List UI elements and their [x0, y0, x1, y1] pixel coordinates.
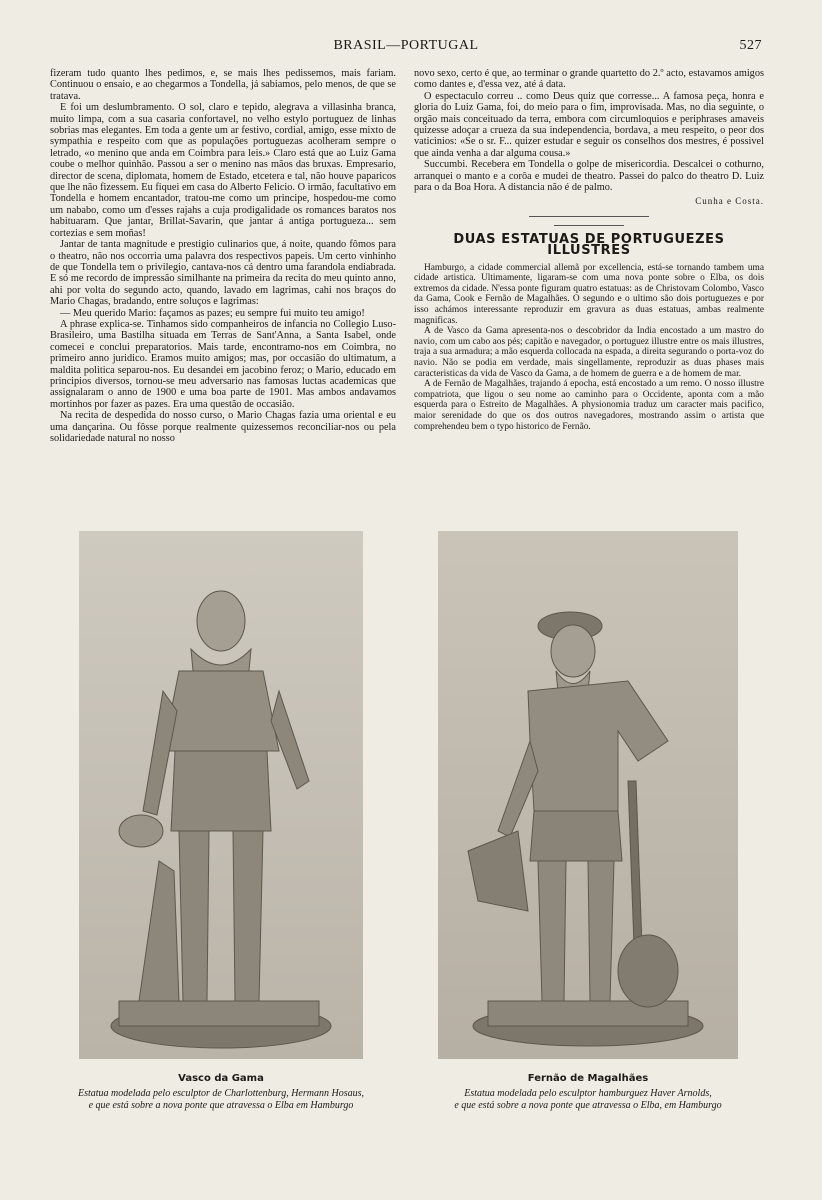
dialogue-line: — Meu querido Mario: façamos as pazes; eu sempre fui muito teu amigo! [60, 307, 365, 319]
figure-caption [418, 1088, 758, 1111]
figure-title: Vasco da Gama [178, 1073, 264, 1084]
paragraph: Na recita de despedida do nosso curso, o Mario Chagas fazia uma oriental e eu uma dançarina. Ou fôsse porque realmente quizessemos reconciliar-nos ou pela solidariedade natural no nosso [50, 410, 396, 444]
author-signature: Cunha e Costa. [695, 196, 764, 207]
paragraph: A phrase explica-se. Tinhamos sido companheiros de infancia no Collegio Luso-Brasileiro, uma Bastilha situada em Terras de Sant'Anna, a Santa Isabel, onde comecei e conclui preparatorios. Mais tarde, encontramo-nos em Coimbra, no primeiro anno juridico. Eramos muito amigos; mas, por occasião do ultimatum, a maldita politica separou-nos. Eu desandei em jacobino feroz; o Mario, educado em principios diversos, tornou-se meu adversario nas famosas luctas academicas que assignalaram o anno de 1900 e uma boa parte de 1901. Mas ambos andavamos mortinhos por fazer as pazes. Era uma questão de occasião. [50, 318, 396, 410]
paragraph: novo sexo, certo é que, ao terminar o grande quartetto do 2.º acto, estavamos amigos como dantes e, d'essa vez, até á data. [414, 68, 764, 91]
paragraph: E foi um deslumbramento. O sol, claro e tepido, alegrava a villasinha branca, muito limpa, com a sua casaria confortavel, no velho estylo portuguez de linhas sobrias mas elegantes. Em toda a gente um ar festivo, cordial, amigo, esse mixto de sympathia e respeito com que as populações portuguezas acolheram sempre o letrado, «o menino que anda em Coimbra para leis.» Claro está que ao Luiz Gama coube o melhor quinhão. Passou a ser o menino nas mãos das bruxas. Empresario, director de scena, diplomata, homem de Estado, etcetera e tal, não houve paparicos que lhe não fizessem. Eu fiquei em casa do Alberto Felicio. O irmão, facultativo em Tondella e homem encantador, tratou-me como um principe, hospedou-me como um nababo, como um d'esses rajahs a cuja prodigalidade os romances baratos nos habituaram. Que jantar, Brillat-Savarin, que jantar á antiga portugueza... sem cortezias e sem moñas! [50, 102, 396, 239]
left-text-column [50, 68, 396, 444]
right-text-column [414, 68, 764, 432]
paragraph: O espectaculo correu .. como Deus quiz que corresse... A famosa peça, honra e gloria do Luiz Gama, foi, do meio para o fim, improvisada. Mas, no dia seguinte, o orgão mais conceituado da terra, embora com circumloquios e periphrases amaveis quizesse adoçar a crueza da sua independencia, bordava, a meu respeito, o peor dos vaticinios: «Se o sr. F... quizer estudar e seguir os conselhos dos mestres, é possivel que ainda venha a dar alguma cousa.» [414, 90, 764, 159]
figure-title: Fernão de Magalhães [527, 1073, 649, 1084]
statue-illustration [438, 531, 738, 1059]
section-divider [529, 216, 649, 217]
paragraph: Hamburgo, a cidade commercial allemã por excellencia, está-se tornando tambem uma cidade artistica. Ultimamente, ligaram-se com uma nova ponte sobre o Elba, os dois extremos da cidade. N'essa ponte figuram quatro estatuas: as de Christovam Colombo, Vasco da Gama, Cook e Fernão de Magalhães. O segundo e o ultimo são dois portuguezes e por isso achámos interessante reproduzir em gravura as duas estatuas, ambas realmente magnificas. [414, 262, 764, 326]
caption-line: e que está sobre a nova ponte que atravessa o Elba, em Hamburgo [454, 1099, 722, 1111]
statue-illustration [79, 531, 363, 1059]
caption-line: Estatua modelada pelo esculptor hamburguez Haver Arnolds, [464, 1088, 712, 1099]
running-title: BRASIL—PORTUGAL [333, 38, 479, 53]
paragraph: Succumbi. Recebera em Tondella o golpe de misericordia. Descalcei o cothurno, arranquei o manto e a corôa e mudei de theatro. Passei do palco do theatro D. Luiz para o da Boa Hora. A distancia não é de palmo. [414, 159, 764, 194]
paragraph: A de Vasco da Gama apresenta-nos o descobridor da India encostado a um mastro do navio, com um cabo aos pés; capitão e navegador, o portuguez illustre entre os mais illustres, traja a sua armadura; a mão esquerda collocada na espada, a direita segurando o porta-voz do navio. Não se podia em verdade, mais singellamente, reproduzir as duas phases mais caracteristicas da vida de Vasco da Gama, a de homem de guerra e a de homem de mar. [414, 326, 764, 379]
article-body [414, 263, 764, 433]
caption-line: Estatua modelada pelo esculptor de Charlottenburg, Hermann Hosaus, [77, 1088, 364, 1099]
section-divider-short [554, 225, 624, 226]
paragraph: A de Fernão de Magalhães, trajando á epocha, está encostado a um remo. O nosso illustre compatriota, que ligou o seu nome ao caminho para o Occidente, aponta com a mão esquerda para o Estreito de Magalhães. A physionomia traduz um caracter mais pacifico, maior serenidade do que os dos outros navegadores, mostrando assim o artista que comprehendeu bem o typo historico de Fernão. [414, 379, 764, 432]
statue-photo-vasco-da-gama [79, 531, 363, 1059]
article-title: DUAS ESTATUAS DE PORTUGUEZES ILLUSTRES [453, 231, 725, 259]
paragraph: fizeram tudo quanto lhes pedimos, e, se mais lhes pedissemos, mais fariam. Continuou o ensaio, e ao chegarmos a Tondella, já sabiamos, pelo menos, de que se tratava. [50, 68, 396, 102]
figure-caption [55, 1088, 387, 1111]
page-number: 527 [739, 38, 762, 53]
statue-photo-fernao-de-magalhaes [438, 531, 738, 1059]
paragraph: Jantar de tanta magnitude e prestigio culinarios que, á noite, quando fômos para o theatro, não nos occorria uma palavra dos respectivos papeis. Um certo vinhinho de que Tondella tem o privilegio, cantava-nos cá dentro uma farandola endiabrada. E só me recordo de impressão similhante na primeira da recita do meu quinto anno, ahi por volta do segundo acto, quando, lavado em lagrimas, cahi nos braços do Mario Chagas, bradando, entre soluços e lagrimas: [50, 239, 396, 308]
caption-line: e que está sobre a nova ponte que atravessa o Elba em Hamburgo [88, 1099, 354, 1111]
